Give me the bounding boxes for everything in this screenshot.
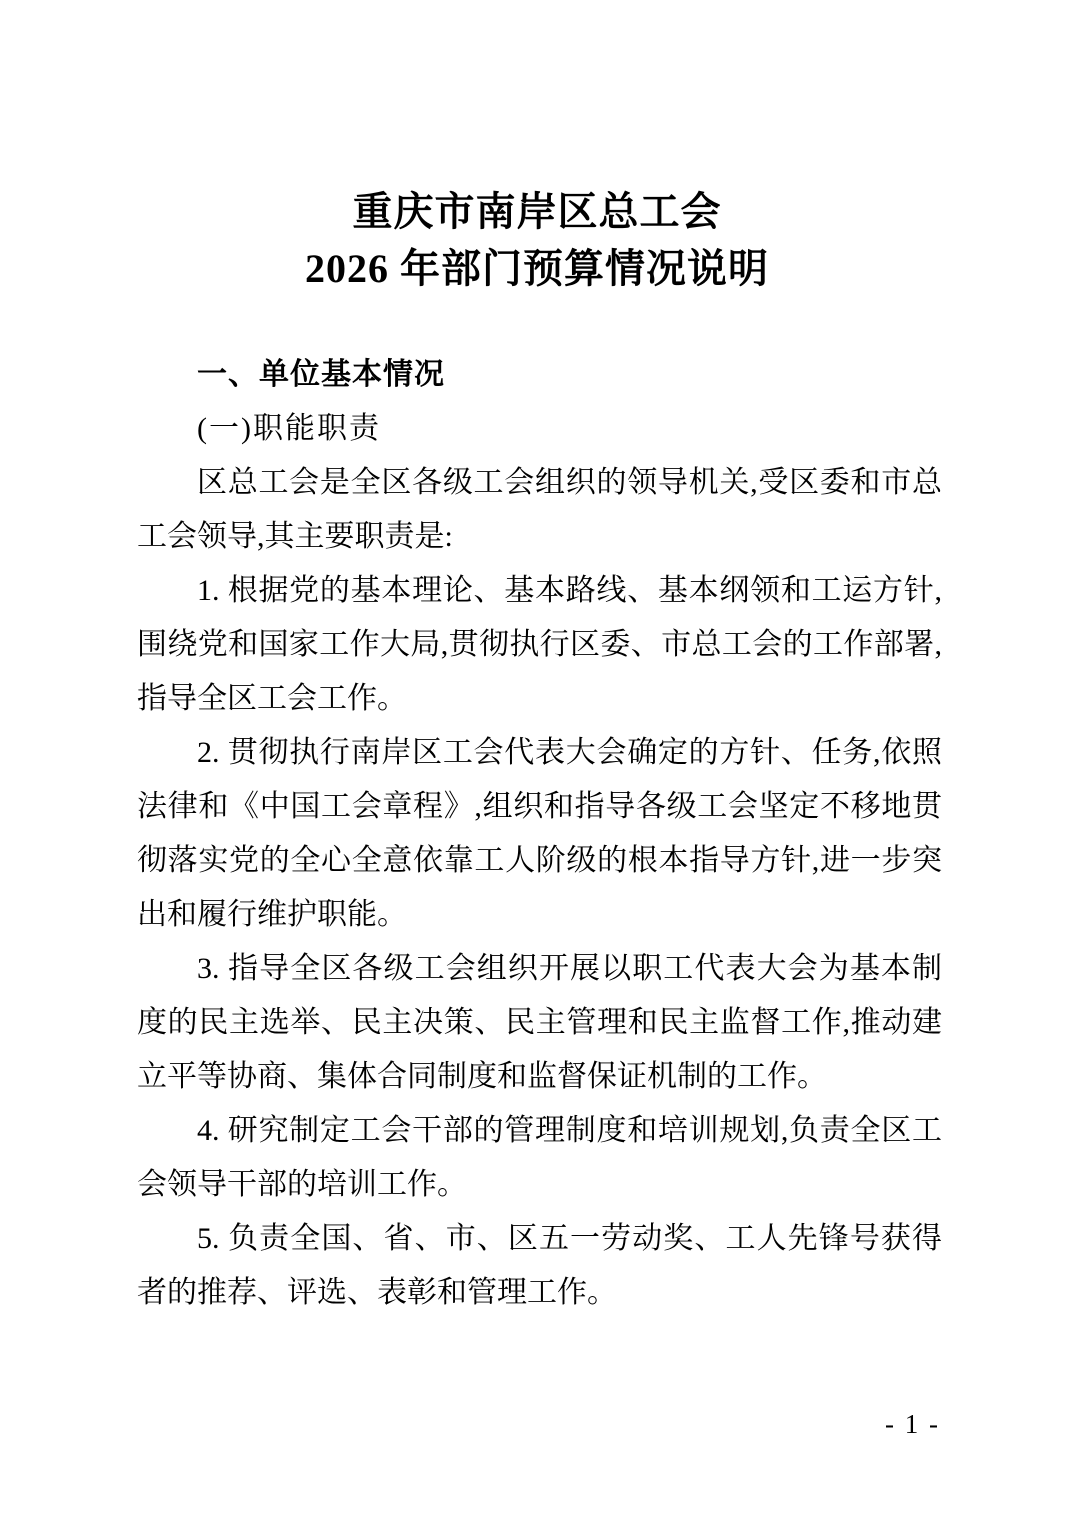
section-heading: 一、单位基本情况 [197, 358, 445, 391]
title-line-2: 2026 年部门预算情况说明 [305, 246, 769, 291]
document-body [137, 348, 942, 1320]
paragraph-item-4: 4. 研究制定工会干部的管理制度和培训规划,负责全区工会领导干部的培训工作。 [137, 1114, 942, 1201]
page-number: - 1 - [885, 1409, 940, 1439]
paragraph-item-2: 2. 贯彻执行南岸区工会代表大会确定的方针、任务,依照法律和《中国工会章程》,组织和指导各级工会坚定不移地贯彻落实党的全心全意依靠工人阶级的根本指导方针,进一步突出和履行维护职能。 [137, 736, 942, 931]
paragraph-item-5: 5. 负责全国、省、市、区五一劳动奖、工人先锋号获得者的推荐、评选、表彰和管理工作。 [137, 1222, 942, 1309]
document-title [0, 183, 1074, 297]
subsection-heading: (一)职能职责 [197, 412, 381, 445]
paragraph-item-1: 1. 根据党的基本理论、基本路线、基本纲领和工运方针,围绕党和国家工作大局,贯彻执行区委、市总工会的工作部署,指导全区工会工作。 [137, 574, 942, 715]
paragraph-item-3: 3. 指导全区各级工会组织开展以职工代表大会为基本制度的民主选举、民主决策、民主管理和民主监督工作,推动建立平等协商、集体合同制度和监督保证机制的工作。 [137, 952, 942, 1093]
title-line-1: 重庆市南岸区总工会 [352, 189, 722, 234]
paragraph-intro: 区总工会是全区各级工会组织的领导机关,受区委和市总工会领导,其主要职责是: [137, 466, 942, 553]
